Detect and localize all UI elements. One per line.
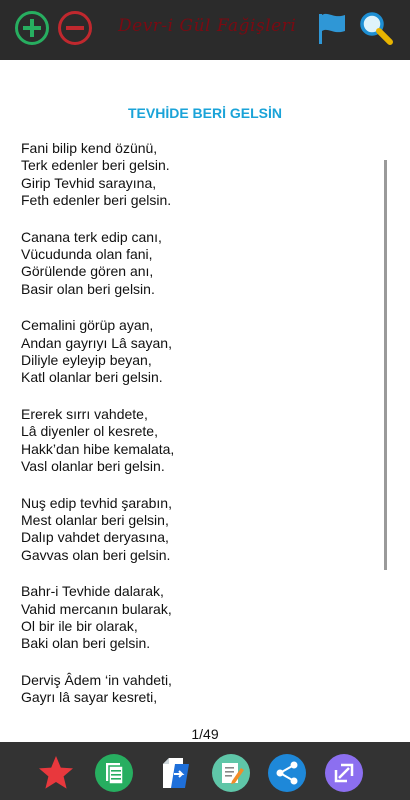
notes-icon [212, 754, 250, 792]
poem-line: Ol bir ile bir olarak, [21, 617, 138, 634]
poem-body [21, 140, 371, 726]
poem-line: Lâ diyenler ol kesrete, [21, 423, 158, 440]
poem-line: Baki olan beri gelsin. [21, 635, 151, 652]
share-icon [268, 754, 306, 792]
notes-button[interactable] [212, 754, 250, 792]
fullscreen-icon [325, 754, 363, 792]
reading-area[interactable] [0, 60, 410, 742]
page-indicator: 1/49 [191, 726, 219, 742]
flag-icon [314, 10, 350, 46]
poem-line: Katl olanlar beri gelsin. [21, 369, 163, 386]
poem-line: Vahid mercanın bularak, [21, 600, 172, 617]
poem-line: Hakk’dan hibe kemalata, [21, 440, 175, 457]
poem-line: Feth edenler beri gelsin. [21, 192, 172, 209]
zoom-in-button[interactable] [14, 10, 50, 46]
document-list-icon [95, 754, 133, 792]
goto-page-icon [155, 754, 193, 792]
poem-title: TEVHİDE BERİ GELSİN [127, 105, 283, 121]
stanza [21, 140, 371, 210]
stanza [21, 229, 371, 299]
favorite-button[interactable] [37, 754, 75, 792]
app-title: Devr-i Gül Fağişleri [118, 16, 297, 36]
poem-line: Ererek sırrı vahdete, [21, 405, 148, 422]
goto-page-button[interactable] [155, 754, 193, 792]
bottom-toolbar [0, 742, 410, 800]
poem-line: Vasl olanlar beri gelsin. [21, 458, 165, 475]
top-bar [0, 0, 410, 60]
contents-button[interactable] [95, 754, 133, 792]
star-icon [37, 754, 75, 792]
stanza [21, 495, 371, 565]
stanza [21, 583, 371, 653]
plus-circle-icon [14, 10, 50, 46]
poem-line: Girip Tevhid sarayına, [21, 174, 157, 191]
fullscreen-button[interactable] [325, 754, 363, 792]
poem-line: Andan gayrıyı Lâ sayan, [21, 334, 172, 351]
scrollbar[interactable] [384, 160, 387, 570]
poem-line: Diliyle eyleyip beyan, [21, 352, 152, 369]
poem-line: Gayrı lâ sayar kesreti, [21, 689, 158, 706]
zoom-out-button[interactable] [57, 10, 93, 46]
minus-circle-icon [57, 10, 93, 46]
poem-line: Derviş Âdem ‘in vahdeti, [21, 671, 172, 688]
poem-line: Mest olanlar beri gelsin, [21, 511, 169, 528]
poem-line: Bahr-i Tevhide dalarak, [21, 583, 164, 600]
search-button[interactable] [358, 10, 394, 46]
poem-line: Gavvas olan beri gelsin. [21, 546, 171, 563]
stanza [21, 406, 371, 476]
search-icon [358, 10, 394, 46]
poem-line: Basir olan beri gelsin. [21, 280, 155, 297]
poem-line: Görülende gören anı, [21, 263, 154, 280]
poem-line: Nuş edip tevhid şarabın, [21, 494, 172, 511]
poem-line: Fani bilip kend özünü, [21, 140, 158, 156]
poem-line: Cemalini görüp ayan, [21, 317, 154, 334]
poem-line: Dalıp vahdet deryasına, [21, 529, 169, 546]
stanza [21, 317, 371, 387]
poem-line: Vücudunda olan fani, [21, 246, 153, 263]
bookmark-flag-button[interactable] [314, 10, 350, 46]
share-button[interactable] [268, 754, 306, 792]
poem-line: Terk edenler beri gelsin. [21, 157, 170, 174]
stanza [21, 672, 371, 707]
poem-line: Canana terk edip canı, [21, 228, 162, 245]
